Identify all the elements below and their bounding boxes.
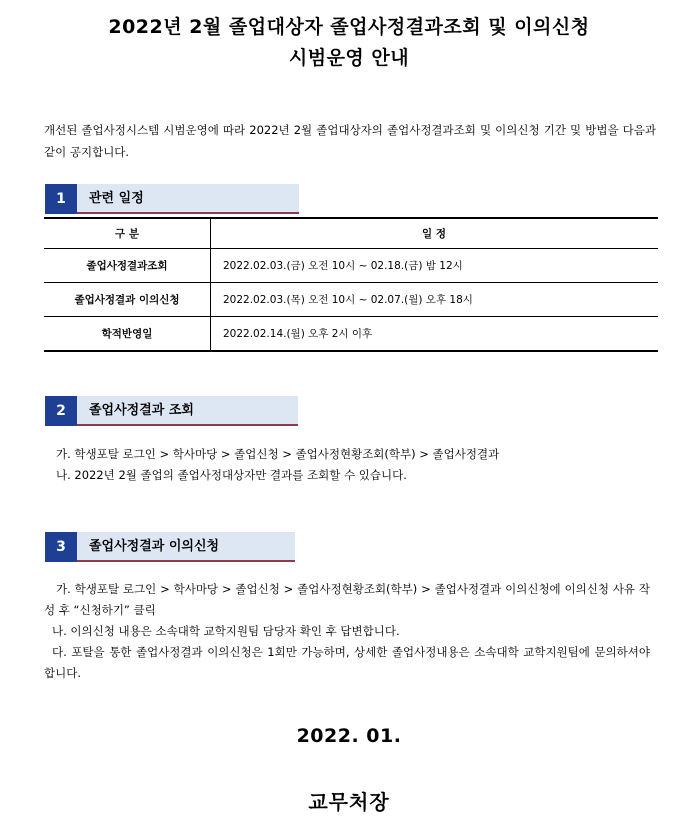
table-header-row: [44, 218, 658, 249]
table-row: [44, 249, 658, 283]
row-schedule: 2022.02.14.(월) 오후 2시 이후: [211, 317, 659, 352]
row-schedule: 2022.02.03.(금) 오전 10시 ~ 02.18.(금) 밤 12시: [211, 249, 659, 283]
section-2-line-2: 나. 2022년 2월 졸업의 졸업사정대상자만 결과를 조회할 수 있습니다.: [56, 468, 407, 482]
table-row: [44, 283, 658, 317]
section-1-number: 1: [45, 184, 77, 214]
row-category: 졸업사정결과조회: [44, 249, 211, 283]
schedule-table: [44, 217, 658, 352]
row-category: 졸업사정결과 이의신청: [44, 283, 211, 317]
column-header-category: 구 분: [44, 218, 211, 249]
column-header-schedule: 일 정: [211, 218, 659, 249]
section-1-label: 관련 일정: [77, 184, 299, 214]
section-3-label: 졸업사정결과 이의신청: [77, 532, 295, 562]
section-3-line-2: 나. 이의신청 내용은 소속대학 교학지원팀 담당자 확인 후 답변합니다.: [52, 624, 400, 638]
footer-org: 교무처장: [308, 790, 390, 814]
title-line-1: 2022년 2월 졸업대상자 졸업사정결과조회 및 이의신청: [108, 16, 590, 38]
section-3-number: 3: [45, 532, 77, 562]
section-3-line-3: 다. 포탈을 통한 졸업사정결과 이의신청은 1회만 가능하며, 상세한 졸업사정내용은 소속대학 교학지원팀에 문의하셔야 합니다.: [44, 645, 650, 680]
row-schedule: 2022.02.03.(목) 오전 10시 ~ 02.07.(월) 오후 18시: [211, 283, 659, 317]
section-2-label: 졸업사정결과 조회: [77, 396, 298, 426]
section-3-line-1: 가. 학생포탈 로그인 > 학사마당 > 졸업신청 > 졸업사정현황조회(학부) > 졸업사정결과 이의신청에 이의신청 사유 작성 후 “신청하기” 클릭: [44, 582, 650, 617]
table-row: [44, 317, 658, 352]
section-2-number: 2: [45, 396, 77, 426]
section-2-line-1: 가. 학생포탈 로그인 > 학사마당 > 졸업신청 > 졸업사정현황조회(학부) > 졸업사정결과: [56, 447, 500, 461]
title-line-2: 시범운영 안내: [288, 47, 410, 69]
row-category: 학적반영일: [44, 317, 211, 352]
intro-paragraph: 개선된 졸업사정시스템 시범운영에 따라 2022년 2월 졸업대상자의 졸업사정결과조회 및 이의신청 기간 및 방법을 다음과 같이 공지합니다.: [44, 123, 656, 159]
footer-date: 2022. 01.: [296, 725, 402, 747]
